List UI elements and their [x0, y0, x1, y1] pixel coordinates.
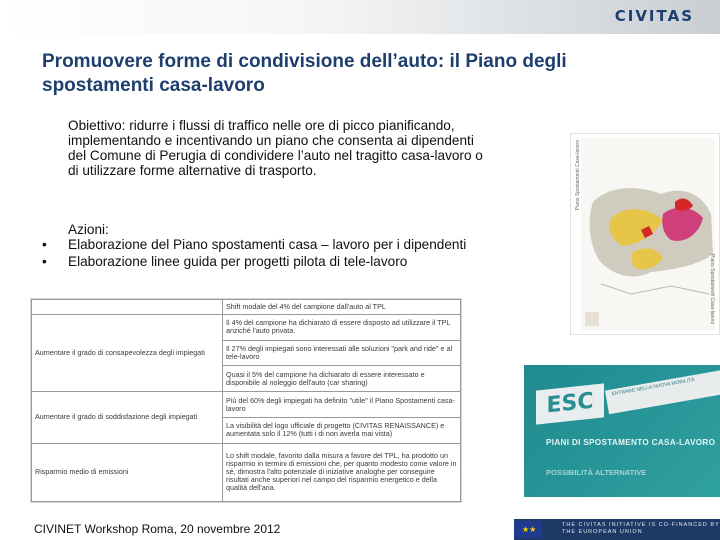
table-cell-left: Risparmio medio di emissioni [32, 443, 223, 501]
table-cell-right: Quasi il 5% del campione ha dichiarato di essere interessato e disponibile al noleggio dell'auto (car sharing) [223, 366, 461, 392]
table-row [32, 314, 461, 340]
map-side-label: Piano Spostamenti Casa-lavoro [575, 140, 581, 211]
eu-footer-text: THE CIVITAS INITIATIVE IS CO-FINANCED BY THE EUROPEAN UNION [562, 522, 720, 535]
table-cell-right: Lo shift modale, favorito dalla misura a favore del TPL, ha prodotto un risparmio in termini di emissioni che, per quanto modesto come valore in sé, dimostra l'alto potenziale di iniziative analoghe per conseguire risultati anche superiori nel campo del risparmio energetico e della qualità dell'aria. [223, 443, 461, 501]
results-table-image [30, 298, 462, 503]
civitas-logo: CIVITAS [614, 7, 694, 25]
table-cell-left: Aumentare il grado di soddisfazione degli impiegati [32, 392, 223, 444]
map-brochure-image [570, 133, 720, 335]
footer-text: CIVINET Workshop Roma, 20 novembre 2012 [34, 522, 281, 536]
esc-logo: ESC [536, 383, 604, 424]
table-cell-right: Shift modale del 4% del campione dall'auto al TPL [223, 300, 461, 315]
city-map [571, 134, 719, 334]
action-item: • Elaborazione linee guida per progetti pilota di tele-lavoro [42, 254, 482, 269]
actions-heading: Azioni: [68, 222, 109, 237]
results-table [31, 299, 461, 502]
map-corner-mark [585, 312, 599, 326]
esc-heading: PIANI DI SPOSTAMENTO CASA-LAVORO [546, 438, 716, 447]
action-item: • Elaborazione del Piano spostamenti casa – lavoro per i dipendenti [42, 237, 482, 252]
actions-list [42, 237, 482, 271]
slide-title: Promuovere forme di condivisione dell’auto: il Piano degli spostamenti casa-lavoro [42, 51, 567, 96]
esc-subheading: POSSIBILITÀ ALTERNATIVE [546, 468, 647, 477]
eu-flag-icon: ★★ [514, 521, 542, 538]
esc-brochure-image [524, 365, 720, 497]
esc-strip: ENTRARE NELLA NUOVA MOBILITÀ [605, 368, 720, 415]
eu-footer-bar [514, 519, 720, 540]
map-right-label: Piano Spostamenti Casa-lavoro [709, 254, 715, 325]
header-bar [0, 0, 720, 34]
table-cell-right: Il 4% del campione ha dichiarato di essere disposto ad utilizzare il TPL anziché l'auto privata. [223, 314, 461, 340]
table-cell-left [32, 300, 223, 315]
table-row [32, 443, 461, 501]
objective-text: Obiettivo: ridurre i flussi di traffico nelle ore di picco pianificando, implementando e incentivando un piano che consenta ai dipendenti del Comune di Perugia di condividere l’auto nel tragitto casa-lavoro o di utilizzare forme alternative di trasporto. [68, 118, 483, 178]
table-cell-right: La visibilità del logo ufficiale di progetto (CIVITAS RENAISSANCE) e aumentata solo il 12% (tutti i di non averla mai vista) [223, 417, 461, 443]
table-row [32, 300, 461, 315]
table-cell-left: Aumentare il grado di consapevolezza degli impiegati [32, 314, 223, 391]
table-cell-right: Più del 60% degli impiegati ha definito "utile" il Piano Spostamenti casa-lavoro [223, 392, 461, 418]
table-cell-right: Il 27% degli impiegati sono interessati alle soluzioni "park and ride" e al tele-lavoro [223, 340, 461, 366]
table-row [32, 392, 461, 418]
